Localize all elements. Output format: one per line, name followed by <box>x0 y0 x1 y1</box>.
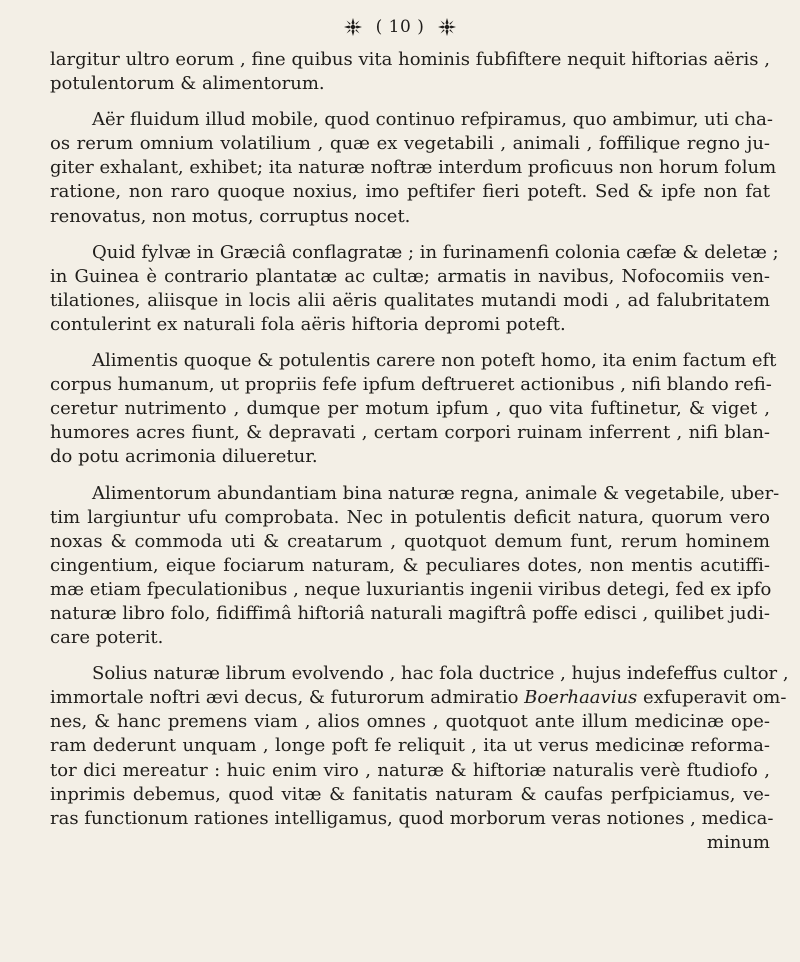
text-line: contulerint ex naturali fola aëris hiftoria depromi poteft. <box>50 313 566 335</box>
page-header <box>0 14 800 40</box>
text-line: ras functionum rationes intelligamus, quod morborum veras notiones , medica- <box>50 807 774 829</box>
text-line: noxas & commoda uti & creatarum , quotquot demum funt, rerum hominem <box>50 530 770 552</box>
left-ornament-icon <box>342 16 364 38</box>
text-line: largitur ultro eorum , fine quibus vita hominis fubfiftere nequit hiftorias aëris , <box>50 49 770 70</box>
text-line: Solius naturæ librum evolvendo , hac fola ductrice , hujus indefeffus cultor , <box>92 663 789 685</box>
text-line: Quid fylvæ in Græciâ conflagratæ ; in furinamenfi colonia cæfæ & deletæ ; <box>92 241 779 263</box>
text-line: mæ etiam fpeculationibus , neque luxuriantis ingenii viribus detegi, fed ex ipfo <box>50 578 772 600</box>
text-line: in Guinea è contrario plantatæ ac cultæ; armatis in navibus, Nofocomiis ven- <box>50 265 770 287</box>
text-line: tor dici mereatur : huic enim viro , naturæ & hiftoriæ naturalis verè ftudiofo , <box>50 759 770 781</box>
text-line: immortale noftri ævi decus, & futurorum admiratio Boerhaavius exfuperavit om- <box>50 687 787 709</box>
text-line: ram dederunt unquam , longe poft fe reliquit , ita ut verus medicinæ reforma- <box>50 735 770 757</box>
paragraph-gap <box>50 470 770 482</box>
text-line: cingentium, eique fociarum naturam, & peculiares dotes, non mentis acutiffi- <box>50 554 770 576</box>
text-line: nes, & hanc premens viam , alios omnes , quotquot ante illum medicinæ ope- <box>50 711 770 733</box>
body-text <box>50 48 789 855</box>
text-line: do potu acrimonia dilueretur. <box>50 446 318 468</box>
text-line: inprimis debemus, quod vitæ & fanitatis naturam & caufas perfpiciamus, ve- <box>50 783 770 805</box>
page-number: ( 10 ) <box>375 16 425 37</box>
italic-name: Boerhaavius <box>524 687 638 709</box>
catchword: minum <box>706 831 770 853</box>
right-ornament-icon <box>436 16 458 38</box>
paragraph-gap <box>50 229 770 241</box>
text-line: renovatus, non motus, corruptus nocet. <box>50 205 411 227</box>
text-line: Alimentorum abundantiam bina naturæ regna, animale & vegetabile, uber- <box>92 482 780 504</box>
text-line: Alimentis quoque & potulentis carere non poteft homo, ita enim factum eft <box>92 350 777 372</box>
text-line: os rerum omnium volatilium , quæ ex vegetabili , animali , foffilique regno ju- <box>50 133 770 155</box>
text-line: care poterit. <box>50 627 164 649</box>
text-line: corpus humanum, ut propriis fefe ipfum deftrueret actionibus , nifi blando refi- <box>50 374 772 396</box>
text-line: humores acres fiunt, & depravati , certam corpori ruinam inferrent , nifi blan- <box>50 422 770 444</box>
text-line: tilationes, aliisque in locis alii aëris qualitates mutandi modi , ad falubritatem <box>50 289 770 311</box>
text-line: ratione, non raro quoque noxius, imo peftifer fieri poteft. Sed & ipfe non fat <box>50 181 770 203</box>
text-line: naturæ libro folo, fidiffimâ hiftoriâ naturali magiftrâ poffe edisci , quilibet judi- <box>50 602 770 624</box>
paragraph-gap <box>50 337 770 349</box>
paragraph-gap <box>50 650 770 662</box>
paragraph-gap <box>50 96 770 108</box>
text-line: ceretur nutrimento , dumque per motum ipfum , quo vita fuftinetur, & viget , <box>50 398 770 420</box>
text-line: giter exhalant, exhibet; ita naturæ noftræ interdum proficuus non horum folum <box>50 157 777 179</box>
text-line: Aër fluidum illud mobile, quod continuo refpiramus, quo ambimur, uti cha- <box>92 109 773 131</box>
text-line: tim largiuntur ufu comprobata. Nec in potulentis deficit natura, quorum vero <box>50 506 770 528</box>
text-line: potulentorum & alimentorum. <box>50 73 325 95</box>
